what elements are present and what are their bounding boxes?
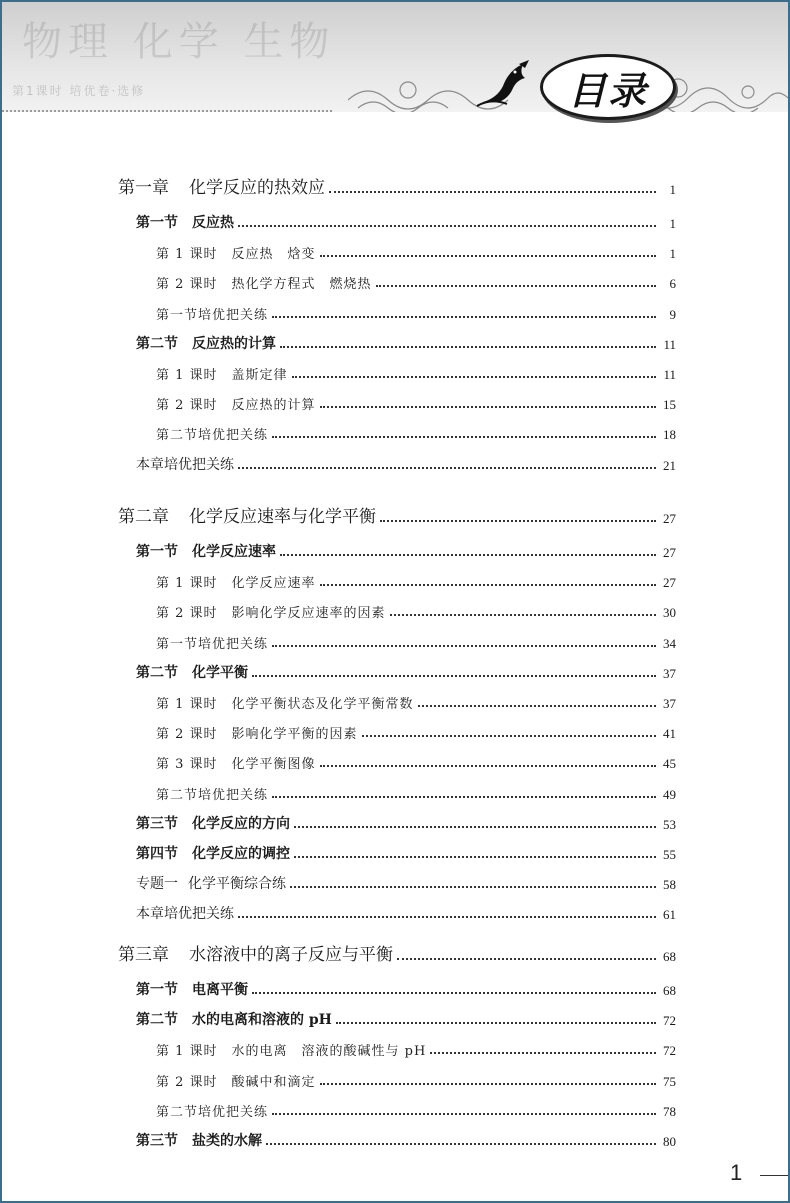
toc-page-number: 27: [663, 511, 676, 526]
toc-entry-title: 化学反应的热效应: [189, 178, 325, 198]
toc-plain-row[interactable]: [136, 901, 676, 923]
toc-entry-label: [156, 394, 316, 413]
dot-leader: [272, 796, 656, 798]
toc-entry-label: [156, 1101, 268, 1120]
dot-leader: [397, 958, 656, 960]
toc-entry-label: [156, 424, 268, 443]
toc-page-number: 72: [663, 1013, 676, 1029]
toc-entry-number: 第 1 课时: [156, 576, 218, 592]
toc-entry-title: 影响化学平衡的因素: [231, 727, 358, 743]
toc-entry-label: [156, 723, 358, 742]
toc-entry-title: 化学平衡: [192, 664, 248, 681]
toc-page-number: 61: [663, 907, 676, 923]
toc-entry-label: [136, 662, 248, 682]
toc-section-row[interactable]: [136, 811, 676, 833]
toc-entry-title: 电离平衡: [192, 982, 248, 998]
toc-section-row[interactable]: [136, 1007, 676, 1029]
toc-page-number: 30: [663, 605, 676, 621]
toc-entry-number: 第四节: [136, 846, 178, 862]
toc-entry-title: 水溶液中的离子反应与平衡: [189, 945, 393, 965]
toc-entry-title: 第二节培优把关练: [156, 1104, 269, 1120]
toc-entry-number: 第 2 课时: [156, 727, 218, 743]
toc-page-number: 27: [663, 545, 676, 560]
toc-page-number: 9: [669, 306, 676, 322]
toc-lesson-row[interactable]: [156, 301, 676, 323]
toc-section-row[interactable]: [136, 1128, 676, 1150]
toc-entry-title: 本章培优把关练: [136, 906, 234, 923]
toc-entry-title: 反应热: [192, 215, 234, 231]
dot-leader: [266, 1143, 656, 1145]
toc-entry-label: [156, 633, 268, 652]
toc-entry-label: [136, 454, 234, 474]
toc-entry-label: [118, 502, 376, 527]
toc-entry-label: [156, 602, 386, 621]
toc-section-row[interactable]: [136, 841, 676, 863]
toc-page-number: 1: [669, 246, 676, 262]
toc-plain-row[interactable]: [136, 452, 676, 474]
toc-entry-number: 第一节: [136, 544, 178, 560]
toc-lesson-row[interactable]: [156, 750, 676, 772]
toc-entry-number: 第 1 课时: [156, 697, 218, 712]
toc-lesson-row[interactable]: [156, 630, 676, 652]
toc-entry-label: [156, 1040, 426, 1059]
toc-page-number: 37: [663, 665, 676, 681]
toc-entry-title: 化学反应的方向: [192, 815, 290, 832]
toc-page-number: 27: [663, 575, 676, 591]
toc-entry-label: [156, 1071, 316, 1090]
toc-entry-title: 化学平衡综合练: [188, 876, 286, 893]
toc-entry-number: 第二章: [118, 507, 169, 527]
toc-entry-title: 热化学方程式 燃烧热: [231, 277, 372, 293]
toc-entry-number: 第 2 课时: [156, 277, 218, 293]
dot-leader: [238, 467, 656, 469]
toc-lesson-row[interactable]: [156, 240, 676, 262]
toc-section-row[interactable]: [136, 539, 676, 561]
toc-entry-title: 反应热的计算: [192, 335, 276, 352]
dot-leader: [252, 675, 656, 677]
toc-page-number: 34: [663, 635, 676, 651]
dot-leader: [320, 255, 656, 257]
fish-logo-icon: [475, 56, 537, 110]
toc-entry-title: 化学平衡状态及化学平衡常数: [231, 697, 414, 712]
toc-entry-number: 第 1 课时: [156, 368, 218, 383]
dot-leader: [272, 645, 656, 647]
toc-page-number: 1: [669, 182, 676, 197]
toc-page-number: 37: [663, 696, 676, 711]
dot-leader: [380, 520, 656, 522]
dot-leader: [320, 765, 656, 767]
toc-entry-title: 反应热的计算: [231, 398, 316, 414]
toc-entry-number: 第二节: [136, 664, 178, 681]
header-dotted-rule: [2, 110, 332, 112]
toc-entry-title: 第一节培优把关练: [156, 307, 269, 323]
dot-leader: [290, 886, 656, 888]
toc-entry-label: [156, 753, 316, 772]
toc-entry-title: 化学反应的调控: [192, 846, 290, 862]
toc-chapter-row[interactable]: [118, 176, 676, 198]
toc-section-row[interactable]: [136, 331, 676, 353]
dot-leader: [238, 225, 656, 227]
toc-lesson-row[interactable]: [156, 421, 676, 443]
toc-page-number: 21: [663, 457, 676, 473]
toc-lesson-row[interactable]: [156, 391, 676, 413]
toc-entry-title: 酸碱中和滴定: [231, 1074, 316, 1090]
dot-leader: [292, 376, 656, 378]
dot-leader: [390, 614, 656, 616]
toc-entry-number: 第三章: [118, 945, 169, 965]
toc-entry-title: 化学反应速率: [231, 576, 316, 592]
toc-entry-label: [156, 304, 268, 323]
header-ghost-text: 物理 化学 生物: [22, 19, 336, 65]
toc-entry-label: [136, 212, 234, 232]
toc-lesson-row[interactable]: [156, 781, 676, 803]
toc-page-number: 11: [663, 336, 676, 352]
toc-entry-label: [156, 273, 372, 292]
toc-lesson-row[interactable]: [156, 1098, 676, 1120]
toc-page-number: 45: [663, 756, 676, 772]
toc-entry-title: 水的电离 溶液的酸碱性与 pH: [231, 1044, 427, 1060]
toc-entry-label: [136, 1130, 262, 1150]
toc-entry-label: [118, 173, 325, 198]
toc-entry-number: 第 3 课时: [156, 757, 218, 773]
toc-page-number: 6: [669, 276, 676, 292]
dot-leader: [280, 346, 656, 348]
toc-entry-number: 第三节: [136, 1133, 178, 1149]
toc-entry-number: 第一章: [118, 178, 169, 198]
toc-lesson-row[interactable]: [156, 720, 676, 742]
toc-entry-number: 第 1 课时: [156, 1044, 218, 1060]
page-title: 目录: [567, 68, 648, 113]
dot-leader: [320, 584, 656, 586]
toc-entry-label: [156, 784, 268, 803]
toc-entry-label: [136, 903, 234, 923]
toc-page-number: 41: [663, 726, 676, 742]
dot-leader: [272, 316, 656, 318]
toc-page-number: 75: [663, 1073, 676, 1089]
toc-entry-label: [136, 813, 290, 833]
toc-lesson-row[interactable]: [156, 599, 676, 621]
toc-page-number: 80: [663, 1134, 676, 1149]
dot-leader: [294, 856, 656, 858]
dot-leader: [280, 554, 656, 556]
toc-entry-label: [136, 541, 276, 561]
toc-chapter-row[interactable]: [118, 943, 676, 965]
toc-entry-label: [136, 1009, 332, 1029]
toc-entry-label: [156, 693, 414, 712]
toc-page-number: 58: [663, 877, 676, 893]
toc-entry-number: 第一节: [136, 215, 178, 231]
toc-entry-label: [156, 243, 316, 262]
toc-lesson-row[interactable]: [156, 270, 676, 292]
toc-section-row[interactable]: [136, 210, 676, 232]
toc-entry-label: [136, 873, 286, 893]
dot-leader: [320, 1083, 656, 1085]
toc-lesson-row[interactable]: [156, 690, 676, 712]
toc-page-number: 18: [663, 427, 676, 443]
dot-leader: [430, 1052, 656, 1054]
toc-plain-row[interactable]: [136, 871, 676, 893]
toc-page-number: 78: [663, 1103, 676, 1119]
page-number-rule: [760, 1175, 788, 1176]
dot-leader: [238, 916, 656, 918]
toc-lesson-row[interactable]: [156, 1068, 676, 1090]
dot-leader: [418, 705, 656, 707]
toc-entry-title: 化学反应速率: [192, 544, 276, 560]
toc-entry-title: 第一节培优把关练: [156, 636, 269, 652]
dot-leader: [252, 992, 656, 994]
toc-page-number: 53: [663, 816, 676, 832]
page-number: 1: [730, 1160, 743, 1185]
toc-page-number: 1: [669, 216, 676, 231]
toc-title-badge: [540, 54, 676, 120]
toc-entry-number: 专题一: [136, 876, 178, 893]
toc-entry-title: 盖斯定律: [231, 368, 288, 383]
toc-page-number: 55: [663, 847, 676, 862]
toc-entry-label: [156, 572, 316, 591]
toc-section-row[interactable]: [136, 977, 676, 999]
toc-page-number: 68: [663, 949, 676, 964]
toc-entry-number: 第一节: [136, 982, 178, 998]
toc-entry-number: 第 2 课时: [156, 398, 218, 414]
toc-page-number: 72: [663, 1043, 676, 1059]
toc-entry-label: [136, 843, 290, 863]
toc-page-number: 11: [663, 367, 676, 382]
dot-leader: [272, 436, 656, 438]
toc-lesson-row[interactable]: [156, 569, 676, 591]
toc-entry-number: 第 1 课时: [156, 247, 218, 263]
dot-leader: [294, 826, 656, 828]
toc-entry-title: 化学反应速率与化学平衡: [189, 507, 376, 527]
toc-entry-number: 第 2 课时: [156, 1074, 218, 1090]
toc-entry-title: 化学平衡图像: [231, 757, 316, 773]
dot-leader: [272, 1113, 656, 1115]
toc-entry-label: [136, 979, 248, 999]
dot-leader: [376, 285, 656, 287]
dot-leader: [336, 1022, 656, 1024]
toc-entry-title: 本章培优把关练: [136, 456, 234, 473]
header-ghost-subtext: 第1课时 培优卷·选修: [12, 84, 146, 98]
dot-leader: [320, 406, 656, 408]
toc-entry-label: [136, 333, 276, 353]
toc-section-row[interactable]: [136, 660, 676, 682]
toc-lesson-row[interactable]: [156, 1037, 676, 1059]
toc-entry-title: 水的电离和溶液的 pH: [192, 1012, 332, 1029]
toc-entry-label: [118, 940, 393, 965]
toc-entry-number: 第二节: [136, 335, 178, 352]
toc-entry-number: 第二节: [136, 1012, 178, 1029]
toc-page-number: 15: [663, 397, 676, 413]
toc-entry-title: 第二节培优把关练: [156, 787, 269, 803]
toc-entry-title: 影响化学反应速率的因素: [231, 606, 386, 622]
toc-lesson-row[interactable]: [156, 361, 676, 383]
toc-entry-title: 第二节培优把关练: [156, 428, 269, 444]
dot-leader: [362, 735, 656, 737]
toc-entry-title: 反应热 焓变: [231, 247, 316, 263]
toc-chapter-row[interactable]: [118, 505, 676, 527]
toc-entry-number: 第 2 课时: [156, 606, 218, 622]
toc-entry-title: 盐类的水解: [192, 1133, 262, 1149]
toc-entry-label: [156, 364, 288, 383]
toc-page-number: 68: [663, 983, 676, 998]
toc-page-number: 49: [663, 786, 676, 802]
toc-entry-number: 第三节: [136, 815, 178, 832]
dot-leader: [329, 191, 656, 193]
